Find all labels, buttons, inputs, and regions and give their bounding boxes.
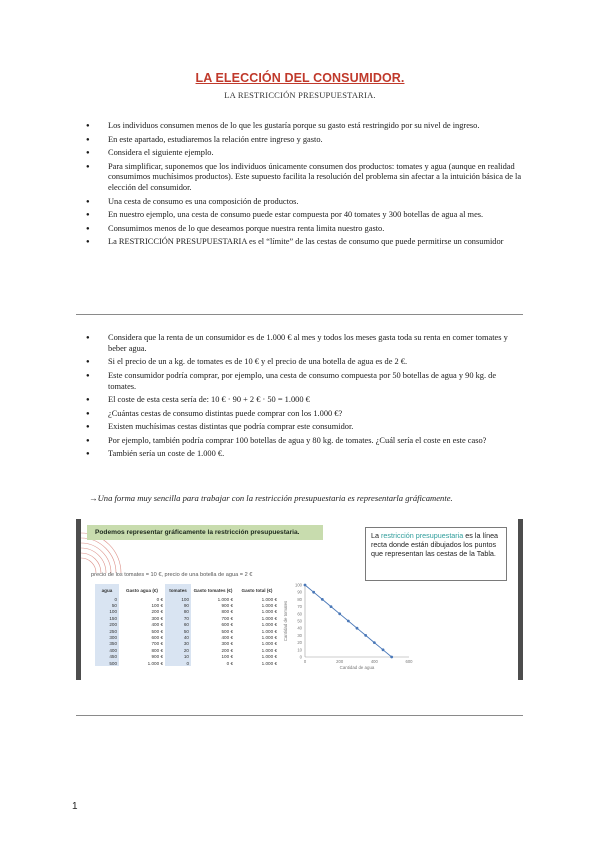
- y-tick-label: 90: [297, 589, 302, 595]
- section-divider: [76, 314, 523, 315]
- callout-prefix: La: [371, 531, 381, 540]
- table-cell: 450: [95, 654, 119, 660]
- table-header-cell: agua: [95, 584, 119, 596]
- data-point: [373, 641, 376, 644]
- data-point: [347, 620, 350, 623]
- table-cell: 1.000 €: [261, 628, 277, 634]
- table-cell: 300: [95, 634, 119, 640]
- table-cell: 0: [165, 660, 191, 666]
- y-tick-label: 100: [295, 582, 302, 588]
- bullet-item: ● También sería un coste de 1.000 €.: [86, 449, 526, 460]
- table-cell: 60: [165, 622, 191, 628]
- x-tick-label: 400: [370, 659, 378, 664]
- bullet-item: ● Este consumidor podría comprar, por ejemplo, una cesta de consumo compuesta por 50 botellas de agua y 90 kg. de tomates.: [86, 371, 526, 393]
- table-cell: 1.000 €: [261, 609, 277, 615]
- table-cell: 0: [95, 596, 119, 602]
- table-cell: 70: [165, 615, 191, 621]
- arrow-note: →Una forma muy sencilla para trabajar con la restricción presupuestaria es representarla gráficamente.: [89, 493, 453, 503]
- budget-chart: [281, 581, 421, 680]
- table-cell: 900 €: [151, 654, 163, 660]
- table-cell: 1.000 €: [261, 635, 277, 641]
- callout-box: [365, 527, 507, 581]
- table-cell: 600 €: [221, 622, 233, 628]
- bullet-item: ● ¿Cuántas cestas de consumo distintas puede comprar con los 1.000 €?: [86, 409, 526, 420]
- table-cell: 40: [165, 634, 191, 640]
- y-tick-label: 70: [297, 604, 302, 610]
- price-line: precio de los tomates = 10 €, precio de una botella de agua = 2 €: [91, 572, 253, 578]
- bullet-item: ● Si el precio de un a kg. de tomates es de 10 € y el precio de una botella de agua es de 2 €.: [86, 357, 526, 368]
- table-cell: 350: [95, 641, 119, 647]
- y-tick-label: 80: [297, 596, 302, 602]
- table-cell: 200 €: [151, 609, 163, 615]
- table-header-cell: Gasto total (€): [241, 587, 273, 593]
- table-cell: 0 €: [156, 596, 163, 602]
- table-cell: 1.000 €: [261, 641, 277, 647]
- bullet-item: ● Considera que la renta de un consumidor es de 1.000 € al mes y todos los meses gasta toda su renta en comer tomates y beber agua.: [86, 333, 526, 355]
- page-title: LA ELECCIÓN DEL CONSUMIDOR.: [195, 71, 405, 85]
- table-cell: 500 €: [221, 628, 233, 634]
- y-tick-label: 10: [297, 647, 302, 653]
- table-header-cell: tomates: [165, 584, 191, 596]
- x-tick-label: 0: [303, 659, 307, 664]
- table-cell: 1.000 €: [261, 596, 277, 602]
- bullet-item: ● Por ejemplo, también podría comprar 100 botellas de agua y 80 kg. de tomates. ¿Cuál sería el coste en este caso?: [86, 436, 526, 447]
- callout-highlight: restricción presupuestaria: [381, 531, 464, 540]
- table-cell: 300 €: [151, 615, 163, 621]
- data-point: [382, 648, 385, 651]
- table-cell: 1.000 €: [261, 660, 277, 666]
- table-cell: 200 €: [221, 647, 233, 653]
- table-cell: 900 €: [221, 603, 233, 609]
- table-cell: 100 €: [221, 654, 233, 660]
- data-point: [364, 634, 367, 637]
- x-tick-label: 600: [405, 659, 413, 664]
- table-cell: 1.000 €: [147, 660, 163, 666]
- table-cell: 0 €: [226, 660, 233, 666]
- y-axis-label: Cantidad de tomates: [283, 600, 288, 642]
- table-cell: 1.000 €: [261, 654, 277, 660]
- bullet-item: ● Considera el siguiente ejemplo.: [86, 148, 526, 159]
- bullet-item: ● En nuestro ejemplo, una cesta de consumo puede estar compuesta por 40 tomates y 300 botellas de agua al mes.: [86, 210, 526, 221]
- data-point: [321, 598, 324, 601]
- slide-banner: Podemos representar gráficamente la restricción presupuestaria.: [87, 525, 323, 540]
- table-cell: 250: [95, 628, 119, 634]
- bullet-item: ● El coste de esta cesta sería de: 10 € · 90 + 2 € · 50 = 1.000 €: [86, 395, 526, 406]
- table-cell: 10: [165, 654, 191, 660]
- y-tick-label: 50: [297, 618, 302, 624]
- bullet-item: ● Existen muchísimas cestas distintas que podría comprar este consumidor.: [86, 422, 526, 433]
- table-cell: 90: [165, 602, 191, 608]
- table-cell: 1.000 €: [261, 622, 277, 628]
- x-axis-label: Cantidad de agua: [339, 665, 375, 670]
- callout-text: es la línea recta donde están dibujados los puntos que representan las cestas de la Tabla.: [371, 531, 499, 558]
- table-cell: 100: [165, 596, 191, 602]
- table-cell: 150: [95, 615, 119, 621]
- x-tick-label: 200: [336, 659, 344, 664]
- data-point: [390, 656, 393, 659]
- bullet-item: ● Una cesta de consumo es una composición de productos.: [86, 197, 526, 208]
- bullet-list-intro: [86, 121, 526, 251]
- budget-chart-svg: [281, 581, 421, 676]
- table-cell: 100: [95, 609, 119, 615]
- table-cell: 700 €: [221, 615, 233, 621]
- y-tick-label: 20: [297, 640, 302, 646]
- bullet-list-example: [86, 333, 526, 463]
- table-cell: 30: [165, 641, 191, 647]
- data-point: [330, 605, 333, 608]
- table-cell: 1.000 €: [261, 647, 277, 653]
- table-cell: 400 €: [151, 622, 163, 628]
- table-cell: 800 €: [221, 609, 233, 615]
- table-cell: 700 €: [151, 641, 163, 647]
- table-cell: 400: [95, 647, 119, 653]
- y-tick-label: 40: [297, 625, 302, 631]
- table-header-cell: Gasto agua (€): [126, 587, 158, 593]
- y-tick-label: 0: [299, 654, 302, 660]
- table-cell: 300 €: [221, 641, 233, 647]
- data-point: [338, 612, 341, 615]
- table-cell: 600 €: [151, 635, 163, 641]
- table-cell: 1.000 €: [261, 603, 277, 609]
- table-cell: 50: [165, 628, 191, 634]
- bullet-item: ● La RESTRICCIÓN PRESUPUESTARIA es el “límite” de las cestas de consumo que puede permitirse un consumidor: [86, 237, 526, 248]
- table-cell: 1.000 €: [217, 596, 233, 602]
- y-tick-label: 30: [297, 632, 302, 638]
- page-subtitle: LA RESTRICCIÓN PRESUPUESTARIA.: [224, 90, 376, 100]
- page-number: 1: [72, 801, 78, 812]
- table-cell: 200: [95, 622, 119, 628]
- data-point: [304, 584, 307, 587]
- table-cell: 400 €: [221, 635, 233, 641]
- y-tick-label: 60: [297, 611, 302, 617]
- embedded-slide-image: [76, 519, 523, 680]
- bottom-divider: [76, 715, 523, 716]
- table-cell: 800 €: [151, 647, 163, 653]
- data-point: [356, 627, 359, 630]
- bullet-item: ● Consumimos menos de lo que deseamos porque nuestra renta limita nuestro gasto.: [86, 224, 526, 235]
- budget-table: [95, 584, 279, 666]
- table-cell: 80: [165, 609, 191, 615]
- table-cell: 100 €: [151, 603, 163, 609]
- table-cell: 20: [165, 647, 191, 653]
- table-cell: 500 €: [151, 628, 163, 634]
- table-row: [95, 660, 279, 666]
- table-header-cell: Gasto tomates (€): [193, 587, 233, 593]
- data-point: [312, 591, 315, 594]
- bullet-item: ● Los individuos consumen menos de lo que les gustaría porque su gasto está restringido por su nivel de ingreso.: [86, 121, 526, 132]
- table-cell: 50: [95, 602, 119, 608]
- table-cell: 500: [95, 660, 119, 666]
- bullet-item: ● En este apartado, estudiaremos la relación entre ingreso y gasto.: [86, 135, 526, 146]
- bullet-item: ● Para simplificar, suponemos que los individuos únicamente consumen dos productos: tomates y agua (aunque en realidad consumimos muchísimos productos). Este supuesto facilita la resolución del problema sin afectar a la intuición básica de la elección del consumidor.: [86, 162, 526, 195]
- table-cell: 1.000 €: [261, 615, 277, 621]
